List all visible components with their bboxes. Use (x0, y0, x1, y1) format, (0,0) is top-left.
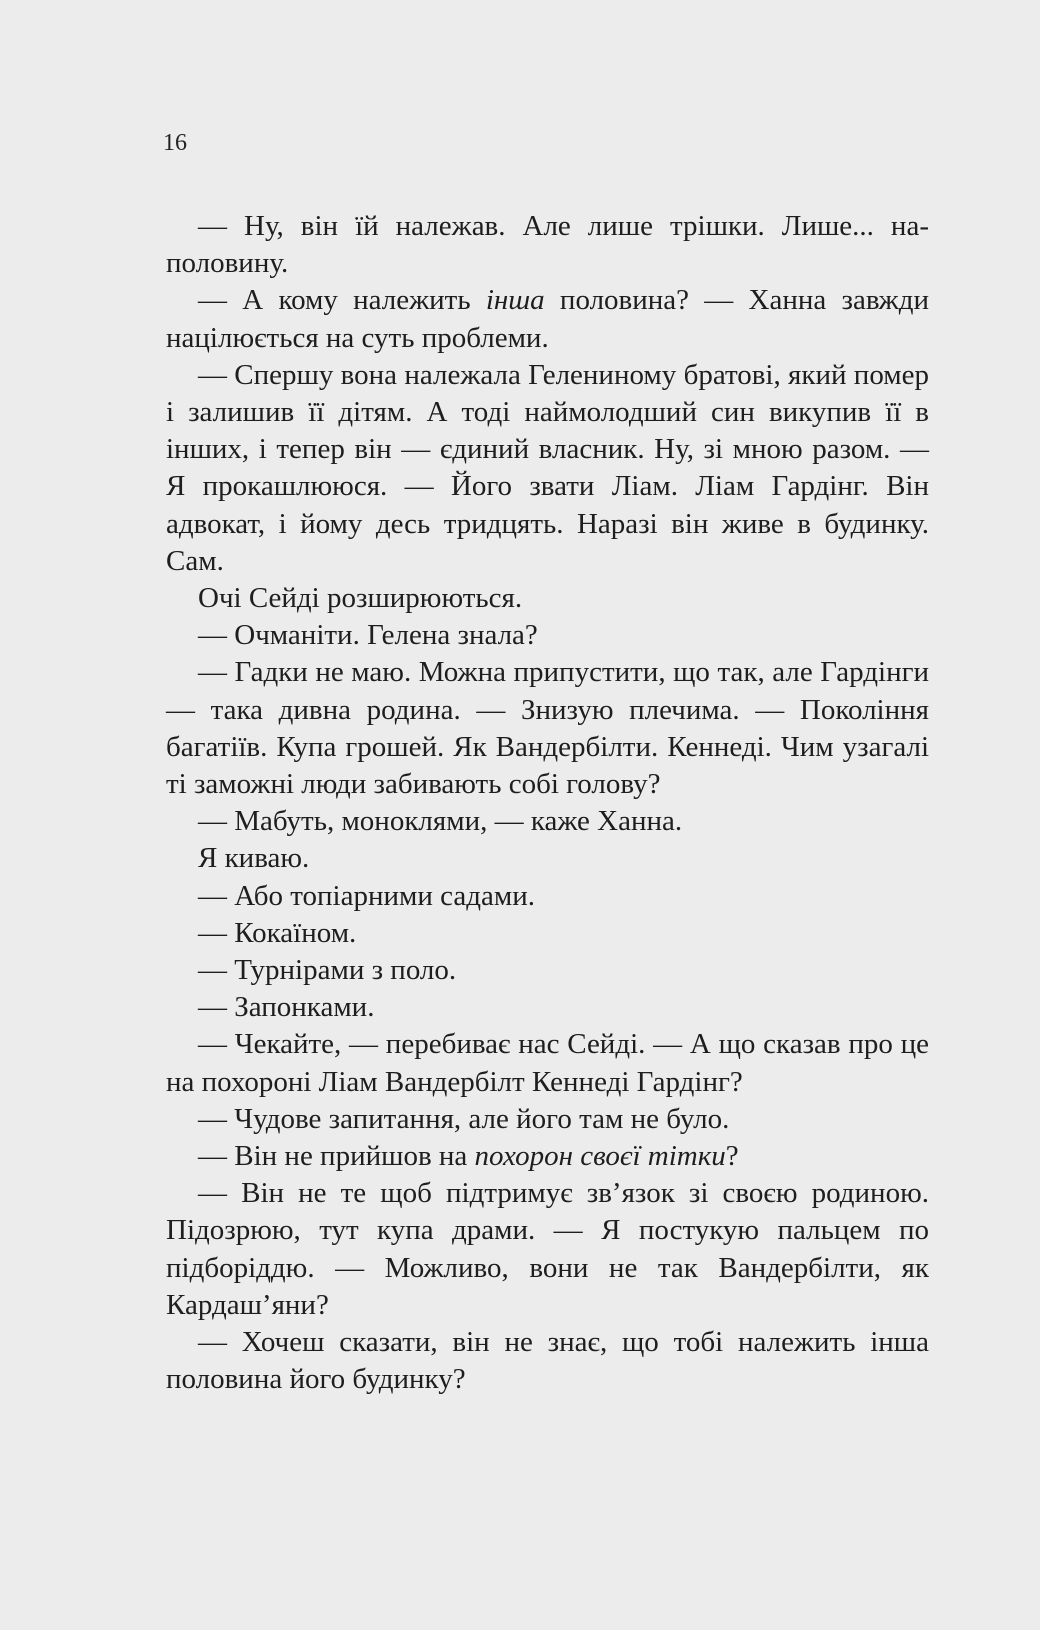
text-run: — Спершу вона належала Гелениному братові, який помер і залишив її дітям. А тоді наймолодший син викупив її в інших, і тепер він — єдиний власник. Ну, зі мною разом. — Я прокашлююся. — Його звати Ліам. Ліам Гардінг. Він адвокат, і йому десь тридцять. Наразі він живе в будинку. Сам. (166, 358, 929, 577)
paragraph (166, 989, 929, 1026)
text-run: — Чекайте, — перебиває нас Сейді. — А що сказав про це на похороні Ліам Вандербілт Кеннеді Гардінг? (166, 1028, 929, 1098)
paragraph (166, 1026, 929, 1100)
text-run: — Кокаїном. (198, 916, 357, 949)
text-run: — Він не те щоб підтримує зв’язок зі своєю родиною. Підозрюю, тут купа драми. — Я постукую пальцем по підборіддю. — Можливо, вони не так Вандербілти, як Кардаш’яни? (166, 1177, 929, 1321)
text-run: Очі Сейді розширюються. (198, 582, 523, 615)
paragraph (166, 1101, 929, 1138)
paragraph (166, 282, 929, 356)
text-run: — Турнірами з поло. (198, 954, 457, 987)
paragraph (166, 208, 929, 282)
page-number: 16 (163, 130, 187, 156)
paragraph (166, 915, 929, 952)
text-run: — Ну, він їй належав. Але лише трішки. Лише... наполовину. (166, 210, 929, 280)
italic-text: інша (485, 284, 545, 317)
text-run: — Мабуть, моноклями, — каже Ханна. (198, 805, 683, 838)
paragraph (166, 580, 929, 617)
paragraph (166, 1138, 929, 1175)
paragraph (166, 654, 929, 803)
text-run: — Хочеш сказати, він не знає, що тобі належить інша половина його будинку? (166, 1326, 929, 1396)
body-text (166, 208, 929, 1399)
paragraph (166, 840, 929, 877)
paragraph (166, 357, 929, 580)
text-run: — Чудове запитання, але його там не було. (198, 1102, 730, 1135)
text-run: Я киваю. (198, 842, 310, 875)
text-run: — Очманіти. Гелена знала? (198, 619, 538, 652)
text-run: ? (725, 1140, 739, 1173)
text-run: — А кому належить (198, 284, 486, 317)
text-run: — Він не прийшов на (198, 1140, 475, 1173)
italic-text: похорон своєї тітки (474, 1140, 726, 1173)
paragraph (166, 617, 929, 654)
paragraph (166, 1324, 929, 1398)
text-run: — Або топіарними садами. (198, 879, 535, 912)
paragraph (166, 878, 929, 915)
paragraph (166, 952, 929, 989)
paragraph (166, 803, 929, 840)
text-run: — Гадки не маю. Можна припустити, що так, але Гардінги — така дивна родина. — Знизую плечима. — Покоління багатіїв. Купа грошей. Як Вандербілти. Кеннеді. Чим узагалі ті заможні люди забивають собі голову? (166, 656, 929, 801)
text-run: половина? — Ханна завжди націлюється на суть проблеми. (166, 284, 929, 354)
text-run: — Запонками. (198, 991, 375, 1024)
paragraph (166, 1175, 929, 1324)
